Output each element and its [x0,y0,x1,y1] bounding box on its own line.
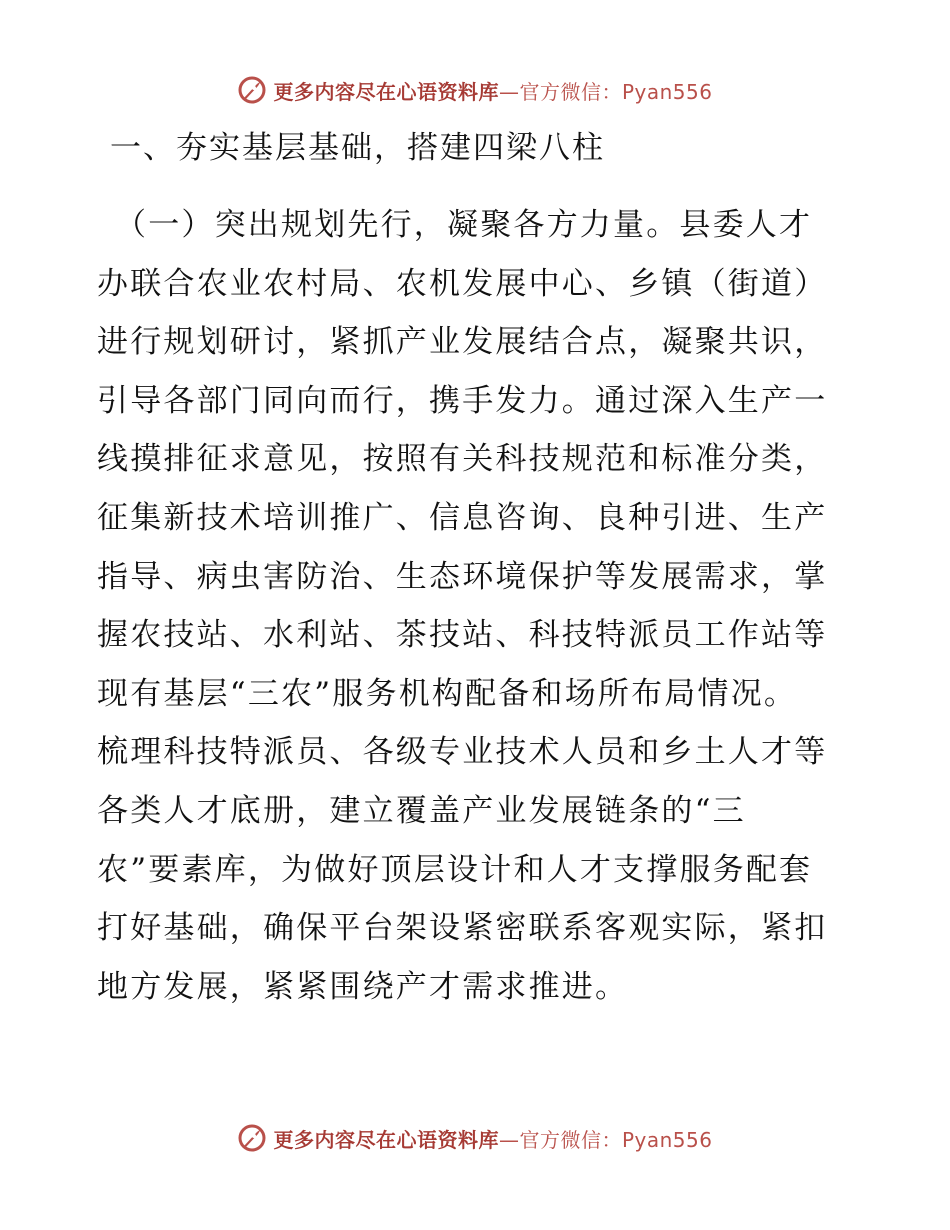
paragraph-line: 线摸排征求意见，按照有关科技规范和标准分类， [97,441,828,478]
paragraph-line: 指导、病虫害防治、生态环境保护等发展需求，掌 [97,558,828,595]
section-heading: 一、夯实基层基础，搭建四梁八柱 [110,130,605,166]
paragraph-line: 各类人才底册，建立覆盖产业发展链条的“三 [97,792,746,829]
banner-main-text: 更多内容尽在心语资料库 [273,1127,499,1152]
quill-pen-logo-icon [237,75,267,105]
paragraph-line: 进行规划研讨，紧抓产业发展结合点，凝聚共识， [97,324,828,361]
paragraph-line: 征集新技术培训推广、信息咨询、良种引进、生产 [97,499,828,536]
banner-suffix-text: 官方微信：Pyan556 [519,1127,713,1152]
banner-suffix-text: 官方微信：Pyan556 [519,79,713,104]
header-watermark-text [273,76,712,105]
banner-dash: — [498,1127,520,1152]
paragraph-line: 梳理科技特派员、各级专业技术人员和乡土人才等 [97,734,828,771]
paragraph-line: 农”要素库，为做好顶层设计和人才支撑服务配套 [97,851,813,888]
paragraph-line: 现有基层“三农”服务机构配备和场所布局情况。 [97,675,798,712]
body-paragraph [97,196,857,1016]
header-watermark [0,70,950,110]
paragraph-line: 引导各部门同向而行，携手发力。通过深入生产一 [97,382,828,419]
banner-main-text: 更多内容尽在心语资料库 [273,79,499,104]
banner-dash: — [498,79,520,104]
paragraph-line: 办联合农业农村局、农机发展中心、乡镇（街道） [97,265,828,302]
paragraph-line: （一）突出规划先行，凝聚各方力量。县委人才 [115,207,813,243]
footer-watermark-text [273,1124,712,1153]
footer-watermark [0,1118,950,1158]
paragraph-line: 地方发展，紧紧围绕产才需求推进。 [97,968,629,1005]
paragraph-line: 握农技站、水利站、茶技站、科技特派员工作站等 [97,617,828,654]
quill-pen-logo-icon [237,1123,267,1153]
paragraph-line: 打好基础，确保平台架设紧密联系客观实际，紧扣 [97,910,828,947]
